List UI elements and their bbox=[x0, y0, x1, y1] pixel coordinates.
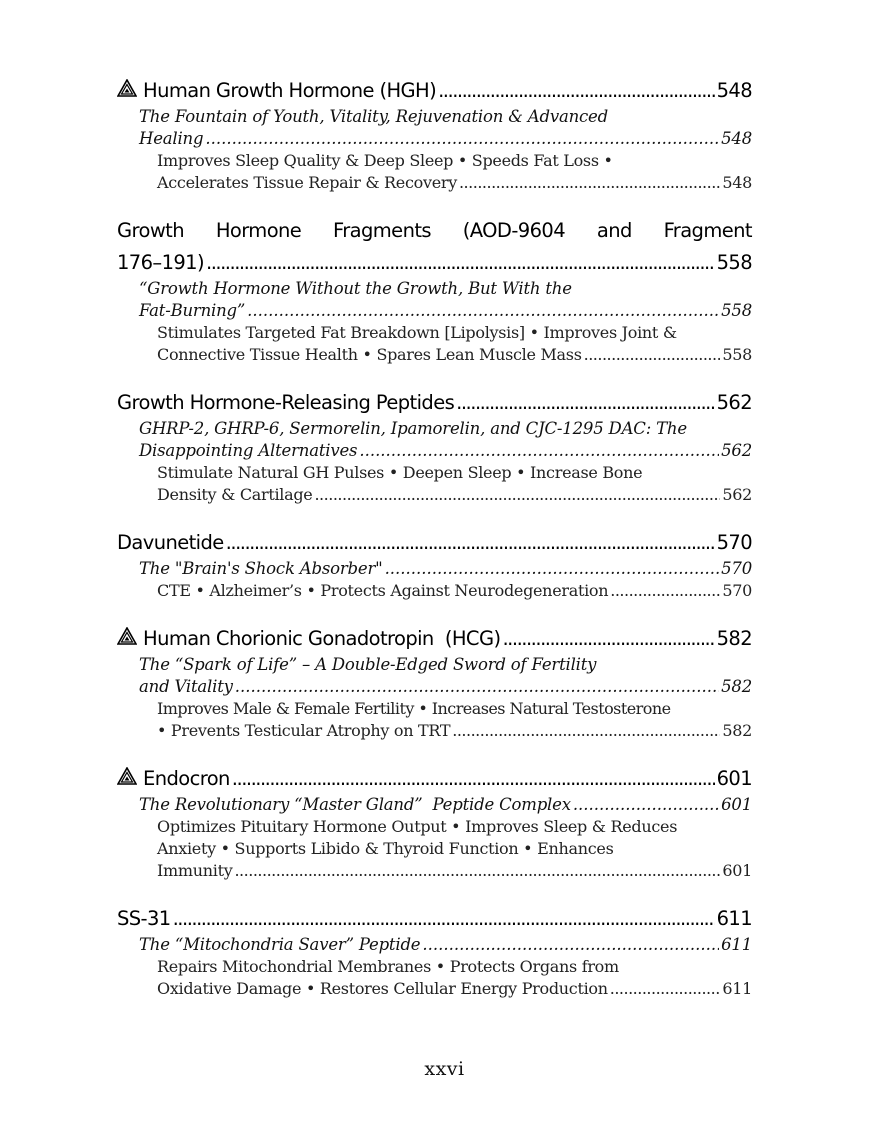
description-line: Density & Cartilage bbox=[157, 485, 313, 504]
page-ref: 582 bbox=[716, 627, 752, 650]
leader-dots bbox=[359, 440, 719, 462]
toc-subtitle bbox=[117, 794, 752, 816]
description-line: • Prevents Testicular Atrophy on TRT bbox=[157, 721, 451, 740]
page-ref: 562 bbox=[722, 485, 752, 504]
toc-subtitle bbox=[117, 278, 752, 322]
subtitle-line: Healing bbox=[139, 129, 204, 148]
leader-dots bbox=[610, 978, 721, 1000]
toc-entry bbox=[117, 388, 752, 506]
description-line: Connective Tissue Health • Spares Lean Muscle Mass bbox=[157, 345, 582, 364]
leader-dots bbox=[226, 528, 715, 558]
title-word: and bbox=[596, 219, 632, 242]
toc-title: SS-31 bbox=[117, 907, 171, 930]
subtitle-line: The "Brain's Shock Absorber" bbox=[139, 559, 383, 578]
toc-subtitle bbox=[117, 418, 752, 462]
page-ref: 570 bbox=[722, 581, 752, 600]
leader-dots bbox=[438, 76, 714, 106]
description-line: Stimulate Natural GH Pulses • Deepen Sleep • Increase Bone bbox=[157, 463, 643, 482]
page-ref: 548 bbox=[716, 79, 752, 102]
description-line: Improves Male & Female Fertility • Increases Natural Testosterone bbox=[157, 699, 671, 718]
page-ref: 601 bbox=[721, 795, 752, 814]
toc-title: Endocron bbox=[143, 767, 230, 790]
page-number: xxvi bbox=[424, 1058, 465, 1080]
page-ref: 611 bbox=[716, 907, 752, 930]
leader-dots bbox=[502, 624, 714, 654]
description-line: Accelerates Tissue Repair & Recovery bbox=[157, 173, 457, 192]
page-ref: 562 bbox=[721, 441, 752, 460]
triangle-icon bbox=[117, 79, 137, 97]
toc-title-line[interactable] bbox=[117, 624, 752, 654]
toc-description bbox=[117, 956, 752, 1000]
toc-entry bbox=[117, 764, 752, 882]
subtitle-line: The Revolutionary “Master Gland” Peptide Complex bbox=[139, 795, 571, 814]
description-line: Oxidative Damage • Restores Cellular Energy Production bbox=[157, 979, 608, 998]
subtitle-line: and Vitality bbox=[139, 677, 233, 696]
toc-entry bbox=[117, 904, 752, 1000]
toc-description bbox=[117, 322, 752, 366]
leader-dots bbox=[235, 676, 719, 698]
leader-dots bbox=[456, 388, 714, 418]
subtitle-line: The “Mitochondria Saver” Peptide bbox=[139, 935, 421, 954]
toc-description bbox=[117, 816, 752, 882]
toc-description bbox=[117, 462, 752, 506]
page-ref: 558 bbox=[716, 251, 752, 274]
title-word: Hormone bbox=[215, 219, 302, 242]
toc-description bbox=[117, 150, 752, 194]
toc-title-line[interactable] bbox=[117, 76, 752, 106]
description-line: CTE • Alzheimer’s • Protects Against Neurodegeneration bbox=[157, 581, 609, 600]
toc-subtitle bbox=[117, 934, 752, 956]
leader-dots bbox=[232, 764, 715, 794]
toc-subtitle bbox=[117, 106, 752, 150]
subtitle-line: GHRP-2, GHRP-6, Sermorelin, Ipamorelin, and CJC-1295 DAC: The bbox=[139, 419, 687, 438]
triangle-icon bbox=[117, 627, 137, 645]
page-ref: 601 bbox=[716, 767, 752, 790]
description-line: Stimulates Targeted Fat Breakdown [Lipolysis] • Improves Joint & bbox=[157, 323, 677, 342]
toc-title-line[interactable] bbox=[117, 248, 752, 278]
subtitle-line: “Growth Hormone Without the Growth, But With the bbox=[139, 279, 572, 298]
subtitle-line: Fat-Burning” bbox=[139, 301, 246, 320]
page-ref: 558 bbox=[722, 345, 752, 364]
description-line: Immunity bbox=[157, 861, 233, 880]
page-ref: 548 bbox=[722, 173, 752, 192]
toc-title: Davunetide bbox=[117, 531, 224, 554]
leader-dots bbox=[314, 484, 720, 506]
toc-entry bbox=[117, 528, 752, 602]
toc-entry bbox=[117, 624, 752, 742]
leader-dots bbox=[452, 720, 720, 742]
toc-title: Human Growth Hormone (HGH) bbox=[143, 79, 437, 102]
leader-dots bbox=[459, 172, 720, 194]
toc-title-line[interactable] bbox=[117, 528, 752, 558]
description-line: Improves Sleep Quality & Deep Sleep • Speeds Fat Loss • bbox=[157, 151, 613, 170]
description-line: Anxiety • Supports Libido & Thyroid Function • Enhances bbox=[157, 839, 614, 858]
leader-dots bbox=[385, 558, 720, 580]
description-line: Repairs Mitochondrial Membranes • Protects Organs from bbox=[157, 957, 619, 976]
toc-title-line[interactable] bbox=[117, 216, 752, 246]
toc-title: 176–191) bbox=[117, 251, 204, 274]
toc-entry bbox=[117, 76, 752, 194]
toc-subtitle bbox=[117, 654, 752, 698]
toc-subtitle bbox=[117, 558, 752, 580]
title-word: Growth bbox=[117, 219, 184, 242]
toc-title-line[interactable] bbox=[117, 388, 752, 418]
toc-entry bbox=[117, 216, 752, 366]
page-ref: 562 bbox=[716, 391, 752, 414]
page-ref: 582 bbox=[722, 721, 752, 740]
toc-title: Growth Hormone-Releasing Peptides bbox=[117, 391, 455, 414]
page-ref: 570 bbox=[721, 559, 752, 578]
toc-title-line[interactable] bbox=[117, 904, 752, 934]
leader-dots bbox=[205, 128, 719, 150]
subtitle-line: Disappointing Alternatives bbox=[139, 441, 358, 460]
leader-dots bbox=[173, 904, 715, 934]
toc-description bbox=[117, 698, 752, 742]
page-ref: 601 bbox=[722, 861, 752, 880]
page-ref: 570 bbox=[716, 531, 752, 554]
leader-dots bbox=[247, 300, 719, 322]
subtitle-line: The “Spark of Life” – A Double-Edged Sword of Fertility bbox=[139, 655, 597, 674]
page-ref: 548 bbox=[721, 129, 752, 148]
triangle-icon bbox=[117, 767, 137, 785]
table-of-contents bbox=[117, 76, 752, 1022]
page-ref: 582 bbox=[721, 677, 752, 696]
page-ref: 611 bbox=[721, 935, 752, 954]
toc-description bbox=[117, 580, 752, 602]
leader-dots bbox=[234, 860, 720, 882]
leader-dots bbox=[422, 934, 719, 956]
leader-dots bbox=[610, 580, 720, 602]
page-ref: 558 bbox=[721, 301, 752, 320]
description-line: Optimizes Pituitary Hormone Output • Improves Sleep & Reduces bbox=[157, 817, 678, 836]
toc-title: Human Chorionic Gonadotropin (HCG) bbox=[143, 627, 501, 650]
title-word: Fragment bbox=[663, 219, 752, 242]
subtitle-line: The Fountain of Youth, Vitality, Rejuvenation & Advanced bbox=[139, 107, 608, 126]
title-word: Fragments bbox=[333, 219, 431, 242]
toc-title-line[interactable] bbox=[117, 764, 752, 794]
leader-dots bbox=[573, 794, 719, 816]
leader-dots bbox=[206, 248, 715, 278]
leader-dots bbox=[584, 344, 721, 366]
page-ref: 611 bbox=[722, 979, 752, 998]
title-word: (AOD-9604 bbox=[462, 219, 566, 242]
